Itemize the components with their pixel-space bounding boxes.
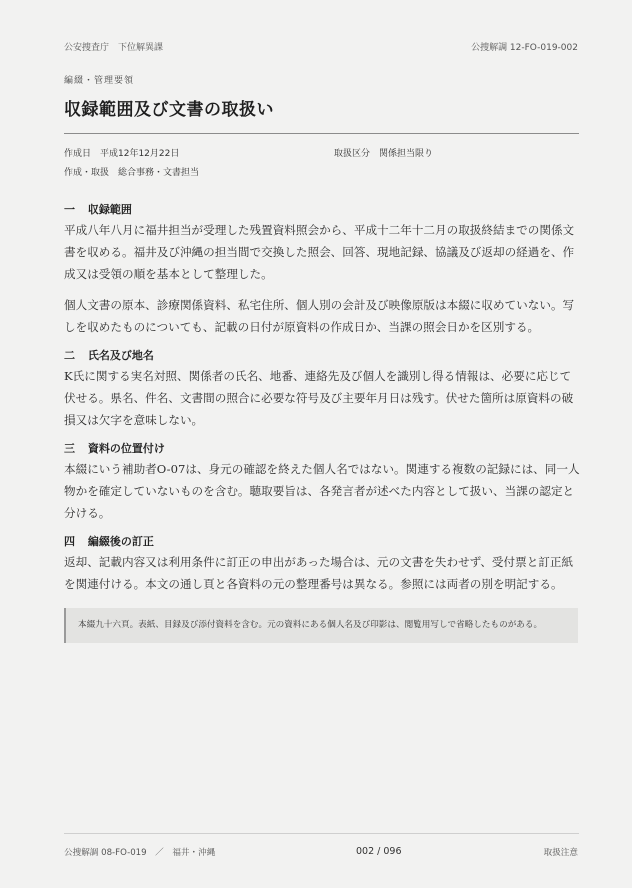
section-paragraph: 返却、記載内容又は利用条件に訂正の申出があった場合は、元の文書を失わせず、受付票と訂正紙を関連付ける。本文の通し頁と各資料の元の整理番号は異なる。参照には両者の別を明記する。 [64, 555, 574, 591]
section-heading: 四 編綴後の訂正 [64, 535, 154, 548]
header-agency: 公安捜査庁 下位解異課 [64, 43, 164, 53]
section-1 [64, 201, 580, 338]
section-paragraph: K氏に関する実名対照、関係者の氏名、地番、連絡先及び個人を識別し得る情報は、必要に応じて伏せる。県名、件名、文書間の照合に必要な符号及び主要年月日は残す。伏せた箇所は原資料の破損又は欠字を意味しない。 [64, 369, 574, 427]
section-paragraph: 平成八年八月に福井担当が受理した残置資料照会から、平成十二年十二月の取扱終結までの関係文書を収める。福井及び沖縄の担当間で交換した照会、回答、現地記録、協議及び返却の経過を、作成又は受領の順を基本として整理した。 [64, 223, 575, 281]
section-paragraph: 本綴にいう補助者O-07は、身元の確認を終えた個人名ではない。関連する複数の記録には、同一人物かを確定していないものを含む。聴取要旨は、各発言者が述べた内容として扱い、当課の認定と分ける。 [64, 462, 580, 520]
section-3 [64, 440, 580, 524]
section-heading: 一 収録範囲 [64, 203, 132, 216]
section-2 [64, 347, 580, 431]
footer-handling-label: 取扱注意 [543, 848, 578, 858]
page-number: 002 / 096 [356, 846, 402, 857]
meta-date: 作成日 平成12年12月22日 [64, 149, 180, 159]
header-doc-code: 公捜解調 12-FO-019-002 [471, 43, 578, 53]
meta-classification: 取扱区分 関係担当限り [334, 149, 434, 159]
title-divider [64, 133, 579, 134]
document-body [64, 201, 580, 604]
footer-divider [64, 833, 579, 834]
section-kicker: 編綴・管理要領 [64, 76, 135, 86]
meta-author: 作成・取扱 総合事務・文書担当 [64, 168, 200, 178]
section-heading: 三 資料の位置付け [64, 442, 165, 455]
note-box: 本綴九十六頁。表紙、目録及び添付資料を含む。元の資料にある個人名及び印影は、閲覧用写しで省略したものがある。 [64, 608, 578, 643]
page-title: 収録範囲及び文書の取扱い [64, 100, 274, 120]
section-paragraph: 個人文書の原本、診療関係資料、私宅住所、個人別の会計及び映像原版は本綴に収めていない。写しを収めたものについても、記載の日付が原資料の作成日か、当課の照会日かを区別する。 [64, 298, 575, 334]
footer-doc-code: 公捜解調 08-FO-019 ／ 福井・沖縄 [64, 848, 216, 858]
section-4 [64, 533, 580, 595]
section-heading: 二 氏名及び地名 [64, 349, 154, 362]
